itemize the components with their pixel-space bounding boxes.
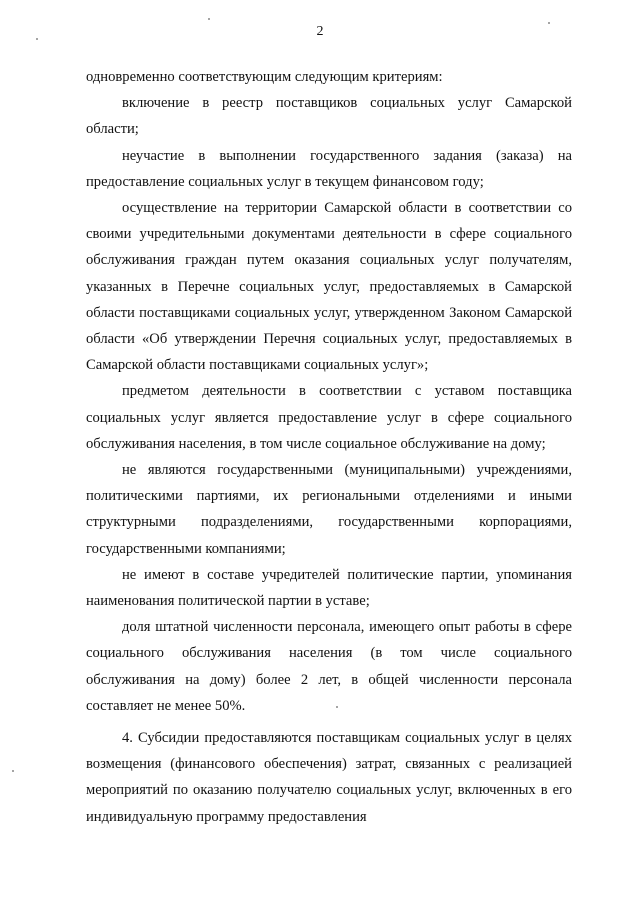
paragraph-criterion-charter: предметом деятельности в соответствии с уставом поставщика социальных услуг является предоставление услуг в сфере социального обслуживания населения, в том числе социальное обслуживание на дому; [86, 383, 572, 452]
paragraph-intro: одновременно соответствующим следующим критериям: [86, 69, 443, 85]
document-body [86, 64, 572, 830]
paragraph-criterion-parties: не имеют в составе учредителей политические партии, упоминания наименования политической партии в уставе; [86, 566, 572, 610]
paragraph-item-4: 4. Субсидии предоставляются поставщикам социальных услуг в целях возмещения (финансового обеспечения) затрат, связанных с реализацией мероприятий по оказанию получателю социальных услуг, включенных в его индивидуальную программу предоставления [86, 730, 572, 825]
paragraph-criterion-staff: доля штатной численности персонала, имеющего опыт работы в сфере социального обслуживания населения (в том числе социального обслуживания на дому) более 2 лет, в общей численности персонала составляет не менее 50%. [86, 619, 572, 714]
paragraph-criterion-state-task: неучастие в выполнении государственного задания (заказа) на предоставление социальных услуг в текущем финансовом году; [86, 147, 572, 190]
paragraph-criterion-not-state: не являются государственными (муниципальными) учреждениями, политическими партиями, их региональными отделениями и иными структурными подразделениями, государственными корпорациями, государственными компаниями; [86, 462, 572, 557]
page-number: 2 [316, 24, 324, 39]
scan-speck [36, 38, 38, 40]
scan-speck [208, 18, 210, 20]
paragraph-criterion-registry: включение в реестр поставщиков социальных услуг Самарской области; [86, 95, 572, 138]
scan-speck [548, 22, 550, 24]
paragraph-criterion-activity: осуществление на территории Самарской области в соответствии со своими учредительными документами деятельности в сфере социального обслуживания граждан путем оказания социальных услуг получателям, указанных в Перечне социальных услуг, предоставляемых в Самарской области поставщиками социальных услуг, утвержденном Законом Самарской области «Об утверждении Перечня социальных услуг, предоставляемых в Самарской области поставщиками социальных услуг»; [86, 200, 572, 374]
scan-speck [12, 770, 14, 772]
scan-speck [336, 706, 338, 708]
